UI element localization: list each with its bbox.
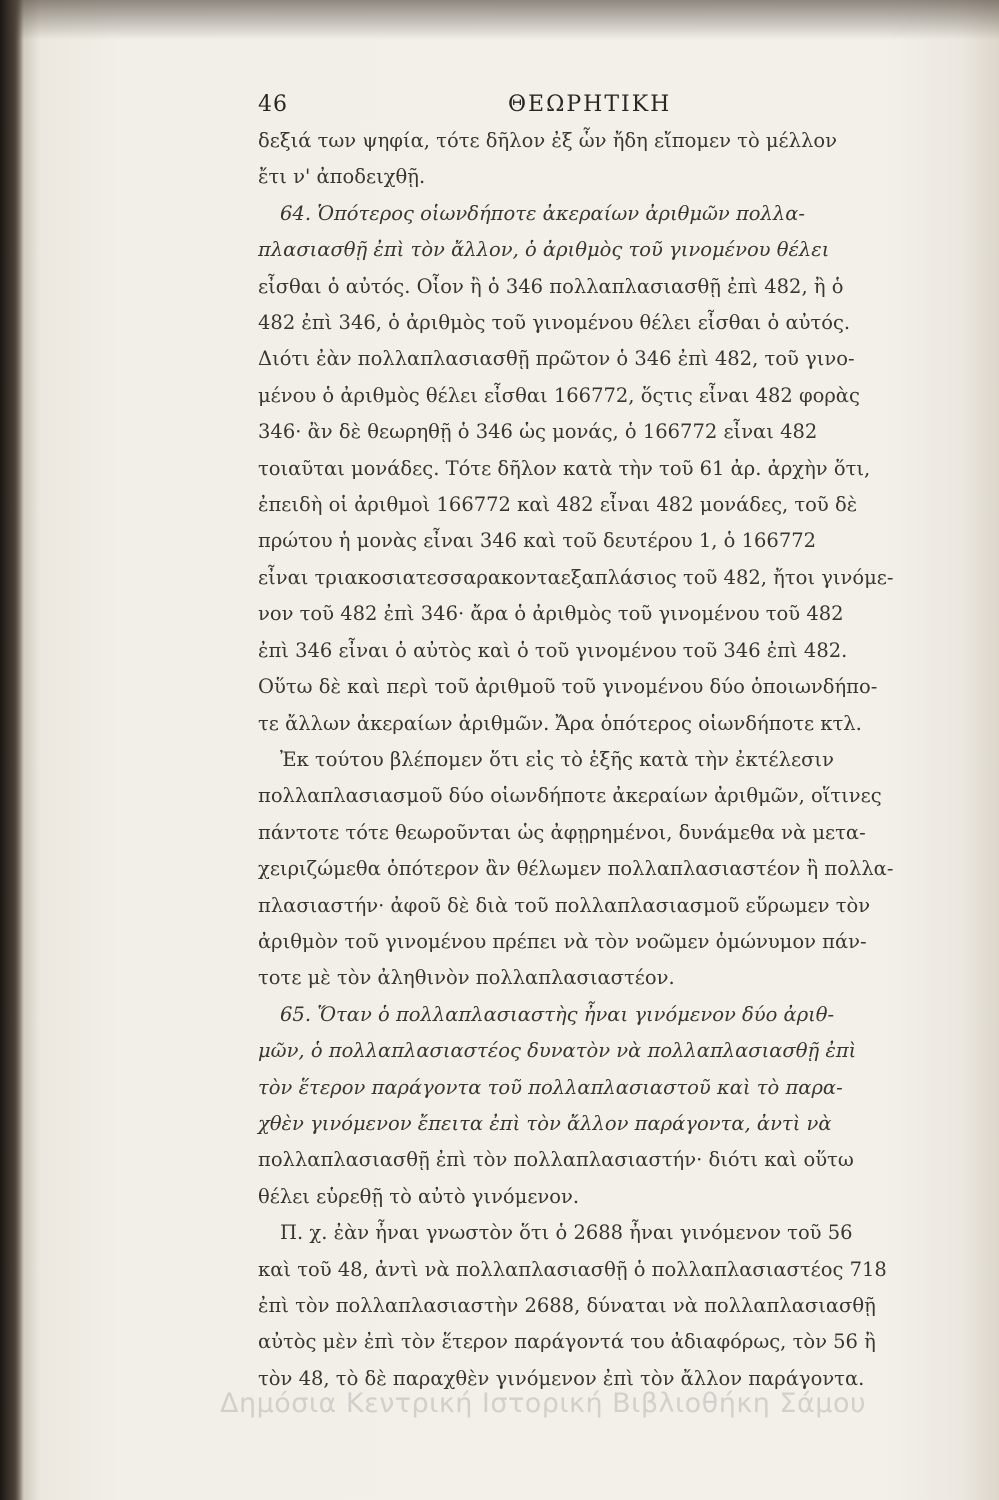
text-line: πλασιασθῇ ἐπὶ τὸν ἄλλον, ὁ ἀριθμὸς τοῦ γινομένου θέλει — [258, 238, 830, 262]
text-line: θέλει εὑρεθῇ τὸ αὐτὸ γινόμενον. — [258, 1184, 580, 1208]
text-line: εἶναι τριακοσιατεσσαρακονταεξαπλάσιος τοῦ 482, ἤτοι γινόμε- — [258, 565, 894, 589]
text-line: ἐπειδὴ οἱ ἀριθμοὶ 166772 καὶ 482 εἶναι 482 μονάδες, τοῦ δὲ — [258, 493, 858, 517]
text-line: πάντοτε τότε θεωροῦνται ὡς ἀφῃρημένοι, δυνάμεθα νὰ μετα- — [258, 820, 866, 844]
page-number: 46 — [258, 92, 288, 117]
text-line: μῶν, ὁ πολλαπλασιαστέος δυνατὸν νὰ πολλαπλασιασθῇ ἐπὶ — [258, 1039, 857, 1063]
text-line: πρώτου ἡ μονὰς εἶναι 346 καὶ τοῦ δευτέρου 1, ὁ 166772 — [258, 529, 817, 553]
text-line: νον τοῦ 482 ἐπὶ 346· ἄρα ὁ ἀριθμὸς τοῦ γινομένου τοῦ 482 — [258, 602, 844, 626]
text-line: Διότι ἐὰν πολλαπλασιασθῇ πρῶτον ὁ 346 ἐπὶ 482, τοῦ γινο- — [258, 347, 855, 371]
text-line: τοιαῦται μονάδες. Τότε δῆλον κατὰ τὴν τοῦ 61 ἀρ. ἀρχὴν ὅτι, — [258, 456, 871, 480]
running-title: ΘΕΩΡΗΤΙΚΗ — [508, 92, 672, 117]
text-line: 482 ἐπὶ 346, ὁ ἀριθμὸς τοῦ γινομένου θέλει εἶσθαι ὁ αὐτός. — [258, 311, 851, 335]
text-line: εἶσθαι ὁ αὐτός. Οἷον ἢ ὁ 346 πολλαπλασιασθῇ ἐπὶ 482, ἢ ὁ — [258, 274, 844, 298]
text-line: πολλαπλασιασθῇ ἐπὶ τὸν πολλαπλασιαστήν· διότι καὶ οὕτω — [258, 1148, 854, 1172]
text-line: Π. χ. ἐὰν ἦναι γνωστὸν ὅτι ὁ 2688 ἦναι γινόμενον τοῦ 56 — [280, 1221, 853, 1245]
text-line: Οὕτω δὲ καὶ περὶ τοῦ ἀριθμοῦ τοῦ γινομένου δύο ὁποιωνδήπο- — [258, 675, 878, 699]
text-line: καὶ τοῦ 48, ἀντὶ νὰ πολλαπλασιασθῇ ὁ πολλαπλασιαστέος 718 — [258, 1257, 887, 1281]
library-watermark: Δημόσια Κεντρική Ιστορική Βιβλιοθήκη Σάμου — [220, 1388, 867, 1419]
top-shadow — [0, 0, 999, 40]
text-line: τὸν 48, τὸ δὲ παραχθὲν γινόμενον ἐπὶ τὸν ἄλλον παράγοντα. — [258, 1366, 865, 1390]
text-line: Ἐκ τούτου βλέπομεν ὅτι εἰς τὸ ἑξῆς κατὰ τὴν ἐκτέλεσιν — [280, 747, 834, 771]
binding-edge — [0, 0, 24, 1500]
text-line: μένου ὁ ἀριθμὸς θέλει εἶσθαι 166772, ὅςτις εἶναι 482 φορὰς — [258, 383, 860, 407]
text-line: δεξιά των ψηφία, τότε δῆλον ἐξ ὧν ἤδη εἴπομεν τὸ μέλλον — [258, 129, 837, 152]
text-line: αὐτὸς μὲν ἐπὶ τὸν ἕτερον παράγοντά του ἀδιαφόρως, τὸν 56 ἢ — [258, 1330, 876, 1354]
body-text — [258, 123, 958, 1397]
text-line: πλασιαστήν· ἀφοῦ δὲ διὰ τοῦ πολλαπλασιασμοῦ εὕρωμεν τὸν — [258, 893, 871, 917]
text-line: χειριζώμεθα ὁπότερον ἂν θέλωμεν πολλαπλασιαστέον ἢ πολλα- — [258, 857, 894, 881]
text-line: πολλαπλασιασμοῦ δύο οἱωνδήποτε ἀκεραίων ἀριθμῶν, οἵτινες — [258, 784, 882, 808]
text-line: ἀριθμὸν τοῦ γινομένου πρέπει νὰ τὸν νοῶμεν ὁμώνυμον πάν- — [258, 929, 867, 953]
text-line: 64. Ὁπότερος οἱωνδήποτε ἀκεραίων ἀριθμῶν πολλα- — [280, 201, 805, 225]
text-line: ἐπὶ τὸν πολλαπλασιαστὴν 2688, δύναται νὰ πολλαπλασιασθῇ — [258, 1294, 876, 1317]
text-line: τὸν ἕτερον παράγοντα τοῦ πολλαπλασιαστοῦ καὶ τὸ παρα- — [258, 1075, 843, 1099]
text-line: ἐπὶ 346 εἶναι ὁ αὐτὸς καὶ ὁ τοῦ γινομένου τοῦ 346 ἐπὶ 482. — [258, 638, 848, 662]
text-line: τε ἄλλων ἀκεραίων ἀριθμῶν. Ἄρα ὁπότερος οἱωνδήποτε κτλ. — [258, 711, 862, 735]
text-line: χθὲν γινόμενον ἔπειτα ἐπὶ τὸν ἄλλον παράγοντα, ἀντὶ νὰ — [258, 1111, 832, 1135]
text-line: ἔτι ν' ἀποδειχθῇ. — [258, 165, 426, 189]
text-line: τοτε μὲ τὸν ἀληθινὸν πολλαπλασιαστέον. — [258, 966, 675, 990]
page-content — [258, 92, 958, 1397]
page-header — [258, 92, 958, 117]
text-line: 346· ἂν δὲ θεωρηθῇ ὁ 346 ὡς μονάς, ὁ 166772 εἶναι 482 — [258, 420, 818, 444]
text-line: 65. Ὅταν ὁ πολλαπλασιαστὴς ἦναι γινόμενον δύο ἀριθ- — [280, 1002, 835, 1026]
